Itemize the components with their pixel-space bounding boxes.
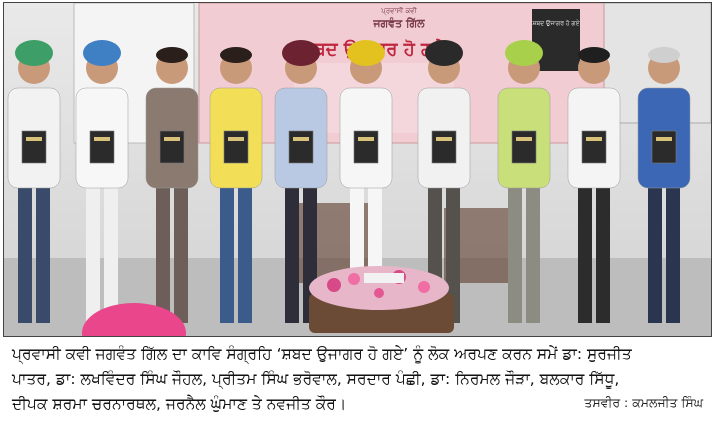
photo-credit: ਤਸਵੀਰ : ਕਮਲਜੀਤ ਸਿੰਘ	[584, 395, 703, 410]
book-cover	[432, 131, 456, 163]
book-cover	[160, 131, 184, 163]
book-cover	[354, 131, 378, 163]
book-cover	[289, 131, 313, 163]
book-cover	[90, 131, 114, 163]
banner-book-image	[532, 9, 580, 71]
book-cover	[512, 131, 536, 163]
photo-canvas	[4, 3, 711, 336]
book-cover	[224, 131, 248, 163]
banner-line1: ਪ੍ਰਵਾਸੀ ਕਵੀ	[381, 7, 417, 15]
banner-title: ਸ਼ਬਦ ਹੋ	[302, 39, 415, 60]
caption-line-3: ਦੀਪਕ ਸ਼ਰਮਾ ਚਰਨਾਰਥਲ, ਜਰਨੈਲ ਘੁੰਮਾਣ ਤੇ ਨਵਜੀਤ ਕੌਰ।	[12, 395, 347, 413]
event-photo	[3, 2, 712, 337]
banner-line2: ਜਗਵੰਤ ਗਿੱਲ	[373, 17, 425, 30]
banner-book-title: ਸ਼ਬਦ ਉਜਾਗਰ ਹੋ ਗਏ	[532, 20, 580, 27]
flower-bouquet	[309, 266, 454, 333]
book-cover	[582, 131, 606, 163]
caption-line-1: ਪ੍ਰਵਾਸੀ ਕਵੀ ਜਗਵੰਤ ਗਿੱਲ ਦਾ ਕਾਵਿ ਸੰਗ੍ਰਹਿ ‘ਸ਼ਬਦ ਉਜਾਗਰ ਹੋ ਗਏ’ ਨੂੰ ਲੋਕ ਅਰਪਣ ਕਰਨ ਸਮੇਂ ਡਾ: ਸੁਰਜੀਤ	[12, 345, 632, 363]
caption-line-2: ਪਾਤਰ, ਡਾ: ਲਖਵਿੰਦਰ ਸਿੰਘ ਜੌਹਲ, ਪ੍ਰੀਤਮ ਸਿੰਘ ਭਰੋਵਾਲ, ਸਰਦਾਰ ਪੰਛੀ, ਡਾ: ਨਿਰਮਲ ਜੌੜਾ, ਬਲਕਾਰ ਸਿੱਧੂ,	[12, 370, 620, 388]
book-cover	[652, 131, 676, 163]
book-cover	[22, 131, 46, 163]
